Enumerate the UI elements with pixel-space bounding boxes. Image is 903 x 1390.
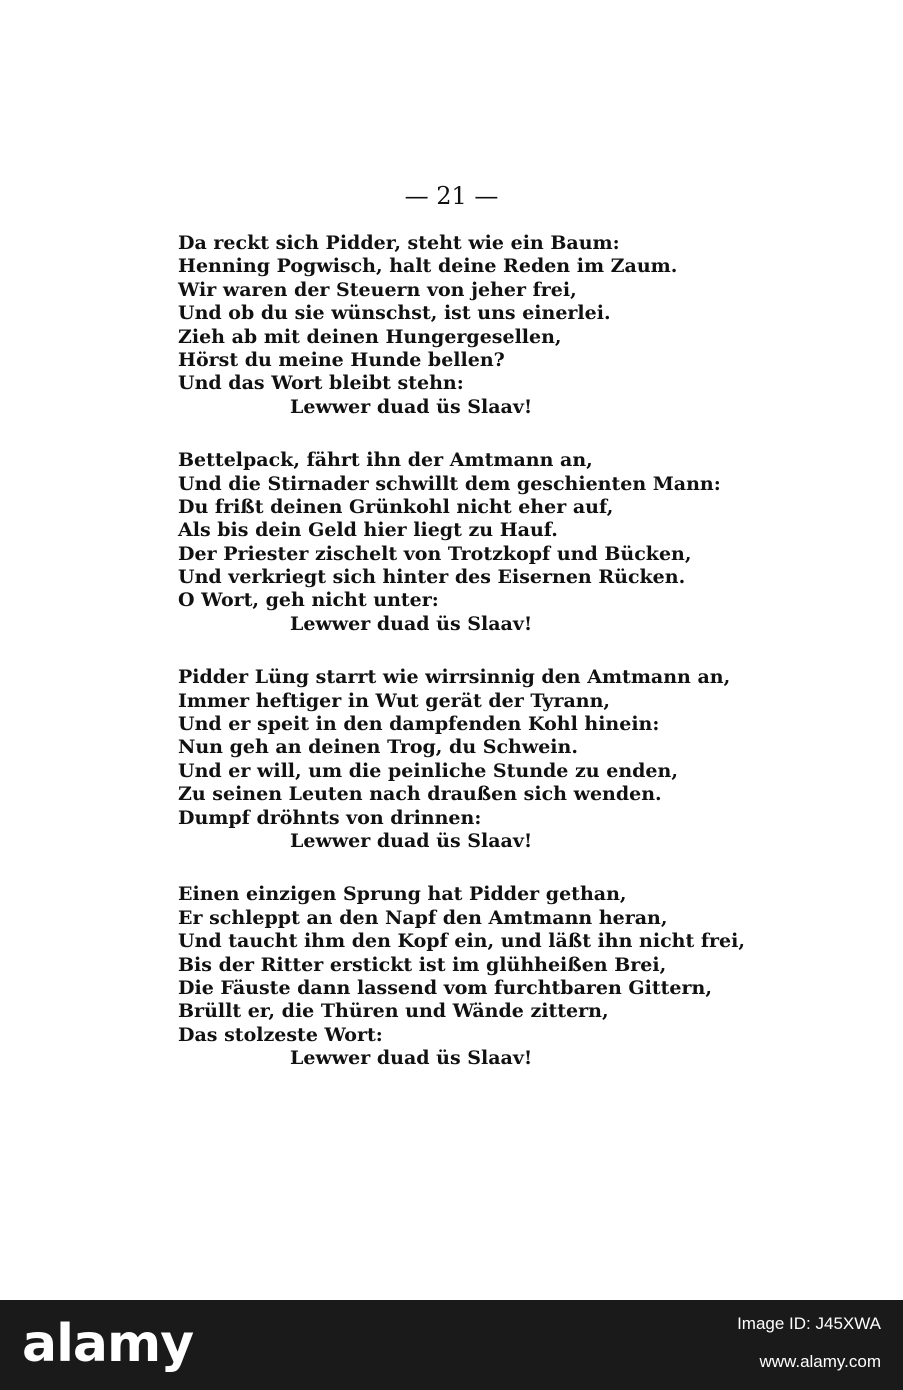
poem-line: Die Fäuste dann lassend vom furchtbaren Gittern, [178, 976, 712, 999]
poem-line: Und verkriegt sich hinter des Eisernen Rücken. [178, 566, 686, 589]
poem-line: Als bis dein Geld hier liegt zu Hauf. [178, 519, 558, 542]
poem-line: Der Priester zischelt von Trotzkopf und Bücken, [178, 542, 692, 565]
stanza-1 [178, 232, 678, 419]
poem-line: Pidder Lüng starrt wie wirrsinnig den Amtmann an, [178, 666, 731, 689]
poem-line: Einen einzigen Sprung hat Pidder gethan, [178, 883, 627, 906]
poem-line: Zu seinen Leuten nach draußen sich wenden. [178, 783, 662, 806]
poem-line: Immer heftiger in Wut gerät der Tyrann, [178, 689, 611, 712]
poem-line: Du frißt deinen Grünkohl nicht eher auf, [178, 495, 614, 518]
image-id-label: Image ID: J45XWA [737, 1314, 881, 1333]
refrain-line: Lewwer duad üs Slaav! [290, 612, 533, 635]
poem-line: Bis der Ritter erstickt ist im glühheißen Brei, [178, 953, 667, 976]
watermark-footer [0, 1300, 903, 1390]
poem-line: Er schleppt an den Napf den Amtmann heran, [178, 906, 668, 929]
site-url: www.alamy.com [759, 1352, 881, 1371]
poem-line: Da reckt sich Pidder, steht wie ein Baum: [178, 232, 620, 254]
alamy-logo: alamy [22, 1314, 194, 1374]
poem-line: Und das Wort bleibt stehn: [178, 372, 464, 395]
refrain-line: Lewwer duad üs Slaav! [290, 1047, 533, 1070]
stanza-3 [178, 666, 731, 853]
poem-line: Zieh ab mit deinen Hungergesellen, [178, 325, 562, 348]
poem-line: Bettelpack, fährt ihn der Amtmann an, [178, 449, 593, 472]
poem-line: Nun geh an deinen Trog, du Schwein. [178, 736, 578, 759]
poem-line: Und die Stirnader schwillt dem geschienten Mann: [178, 472, 721, 495]
page-number: — 21 — [404, 182, 499, 210]
poem-line: Henning Pogwisch, halt deine Reden im Zaum. [178, 255, 678, 278]
poem-line: Wir waren der Steuern von jeher frei, [178, 278, 577, 301]
poem-line: Dumpf dröhnts von drinnen: [178, 806, 482, 829]
poem-line: O Wort, geh nicht unter: [178, 589, 439, 612]
poem-line: Und taucht ihm den Kopf ein, und läßt ihn nicht frei, [178, 930, 745, 953]
poem [178, 232, 745, 1071]
refrain-line: Lewwer duad üs Slaav! [290, 829, 533, 852]
poem-line: Brüllt er, die Thüren und Wände zittern, [178, 1000, 609, 1023]
poem-line: Hörst du meine Hunde bellen? [178, 348, 505, 371]
stanza-2 [178, 449, 721, 636]
poem-line: Das stolzeste Wort: [178, 1023, 383, 1046]
stanza-4 [178, 883, 745, 1070]
poem-line: Und er speit in den dampfenden Kohl hinein: [178, 713, 660, 736]
refrain-line: Lewwer duad üs Slaav! [290, 395, 533, 418]
poem-line: Und ob du sie wünschst, ist uns einerlei. [178, 302, 611, 325]
poem-line: Und er will, um die peinliche Stunde zu enden, [178, 759, 678, 782]
